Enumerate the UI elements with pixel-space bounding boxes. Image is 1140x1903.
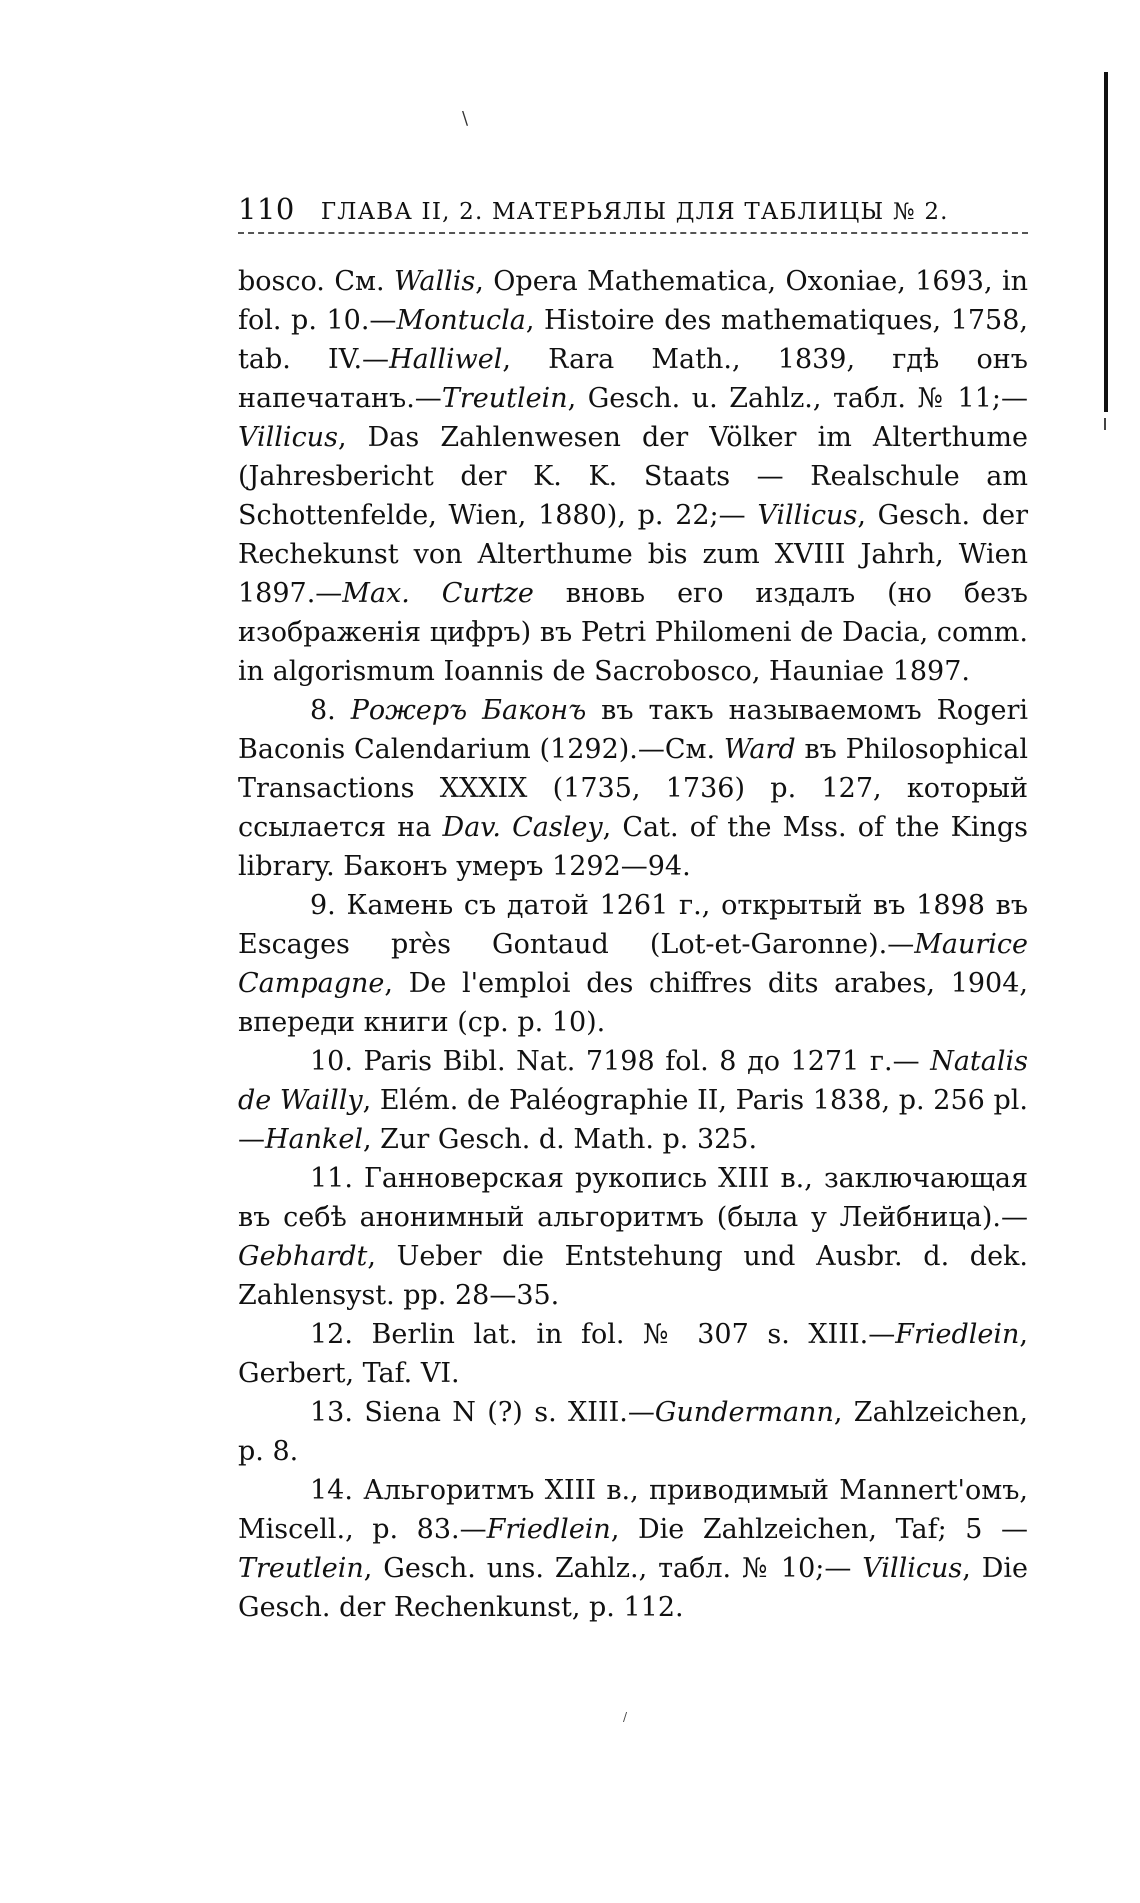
text-run: вновь его издалъ (но безъ изображенія цифръ) въ Petri Philomeni de Dacia, comm. in algorismum Ioannis de Sacrobosco, Hauniae 1897. xyxy=(238,578,1028,687)
paragraph-item-11 xyxy=(238,1159,1028,1315)
italic-citation: Friedlein xyxy=(895,1319,1020,1350)
text-run: , Gesch. u. Zahlz., табл. № 11;— xyxy=(567,383,1028,414)
stray-mark-top: \ xyxy=(462,108,469,129)
text-run: , Die Gesch. der Rechenkunst, p. 112. xyxy=(238,1553,1028,1623)
text-run: 10. Paris Bibl. Nat. 7198 fol. 8 до 1271 г.— xyxy=(310,1046,931,1077)
text-run: 9. Камень съ датой 1261 г., открытый въ 1898 въ Escages près Gontaud (Lot-et-Garonne).— xyxy=(238,890,1028,960)
paragraph-item-13 xyxy=(238,1393,1028,1471)
text-run: , Ueber die Entstehung und Ausbr. d. dek. Zahlensyst. pp. 28—35. xyxy=(238,1241,1028,1311)
text-run: , Gesch. uns. Zahlz., табл. № 10;— xyxy=(363,1553,863,1584)
text-run: , Cat. of the Mss. of the Kings library. Баконъ умеръ 1292—94. xyxy=(238,812,1028,882)
text-run: въ такъ называемомъ Rogeri Baconis Calendarium (1292).—См. xyxy=(238,695,1028,765)
text-run: 8. xyxy=(310,695,351,726)
text-run: , Gesch. der Rechekunst von Alterthume bis zum XVIII Jahrh, Wien 1897.— xyxy=(238,500,1028,609)
italic-citation: Maurice Campagne xyxy=(238,929,1028,999)
italic-citation: Hankel xyxy=(265,1124,364,1155)
text-run: 13. Siena N (?) s. XIII.— xyxy=(310,1397,655,1428)
text-run: , Gerbert, Taf. VI. xyxy=(238,1319,1028,1389)
text-run: , Zahlzeichen, p. 8. xyxy=(238,1397,1028,1467)
text-run: 14. Альгоритмъ XIII в., приводимый Mannert'омъ, Miscell., p. 83.— xyxy=(238,1475,1028,1545)
header-rule xyxy=(238,232,1028,234)
text-run: bosco. См. xyxy=(238,266,394,297)
stray-mark-bottom: / xyxy=(623,1710,628,1724)
text-run: 11. Ганноверская рукопись XIII в., заключающая въ себѣ анонимный альгоритмъ (была у Лейбница).— xyxy=(238,1163,1028,1233)
italic-citation: Ward xyxy=(723,734,796,765)
italic-citation: Wallis xyxy=(394,266,476,297)
italic-citation: Villicus xyxy=(238,422,338,453)
italic-citation: Villicus xyxy=(757,500,858,531)
paragraph-item-14 xyxy=(238,1471,1028,1627)
page-number: 110 xyxy=(238,192,295,226)
italic-citation: Halliwel xyxy=(389,344,503,375)
text-run: , Opera Mathematica, Oxoniae, 1693, in fol. p. 10.— xyxy=(238,266,1028,336)
paragraph-item-8 xyxy=(238,691,1028,886)
text-run: , Das Zahlenwesen der Völker im Alterthume (Jahresbericht der K. K. Staats — Realschule am Schottenfelde, Wien, 1880), p. 22;— xyxy=(238,422,1028,531)
italic-citation: Gebhardt xyxy=(238,1241,368,1272)
italic-citation: Villicus xyxy=(862,1553,963,1584)
text-run: , Zur Gesch. d. Math. p. 325. xyxy=(363,1124,758,1155)
paragraph-continuation xyxy=(238,262,1028,691)
text-run: , Elém. de Paléographie II, Paris 1838, p. 256 pl.— xyxy=(238,1085,1028,1155)
text-run: 12. Berlin lat. in fol. № 307 s. XIII.— xyxy=(310,1319,896,1350)
italic-citation: Treutlein xyxy=(238,1553,364,1584)
running-title: ГЛАВА II, 2. МАТЕРЬЯЛЫ ДЛЯ ТАБЛИЦЫ № 2. xyxy=(320,199,949,225)
text-run: въ Philosophical Transactions XXXIX (1735, 1736) p. 127, который ссылается на xyxy=(238,734,1028,843)
paragraph-item-10 xyxy=(238,1042,1028,1159)
italic-citation: Treutlein xyxy=(441,383,568,414)
page-edge-tick xyxy=(1104,418,1106,430)
italic-citation: Dav. Casley xyxy=(442,812,603,843)
italic-citation: Gundermann xyxy=(654,1397,834,1428)
italic-citation: Natalis de Wailly xyxy=(238,1046,1028,1116)
paragraph-item-9 xyxy=(238,886,1028,1042)
text-run: , Rara Math., 1839, гдѣ онъ напечатанъ.— xyxy=(238,344,1028,414)
italic-citation: Max. Curtze xyxy=(342,578,534,609)
italic-citation: Friedlein xyxy=(486,1514,611,1545)
body-text xyxy=(238,262,1028,1627)
page-edge-line xyxy=(1104,72,1108,412)
italic-citation: Montucla xyxy=(396,305,526,336)
text-run: , Die Zahlzeichen, Taf; 5 — xyxy=(610,1514,1028,1545)
paragraph-item-12 xyxy=(238,1315,1028,1393)
italic-citation: Рожеръ Баконъ xyxy=(350,695,587,726)
text-run: , De l'emploi des chiffres dits arabes, 1904, впереди книги (ср. p. 10). xyxy=(238,968,1028,1038)
running-header xyxy=(238,192,1028,226)
text-run: , Histoire des mathematiques, 1758, tab. IV.— xyxy=(238,305,1028,375)
